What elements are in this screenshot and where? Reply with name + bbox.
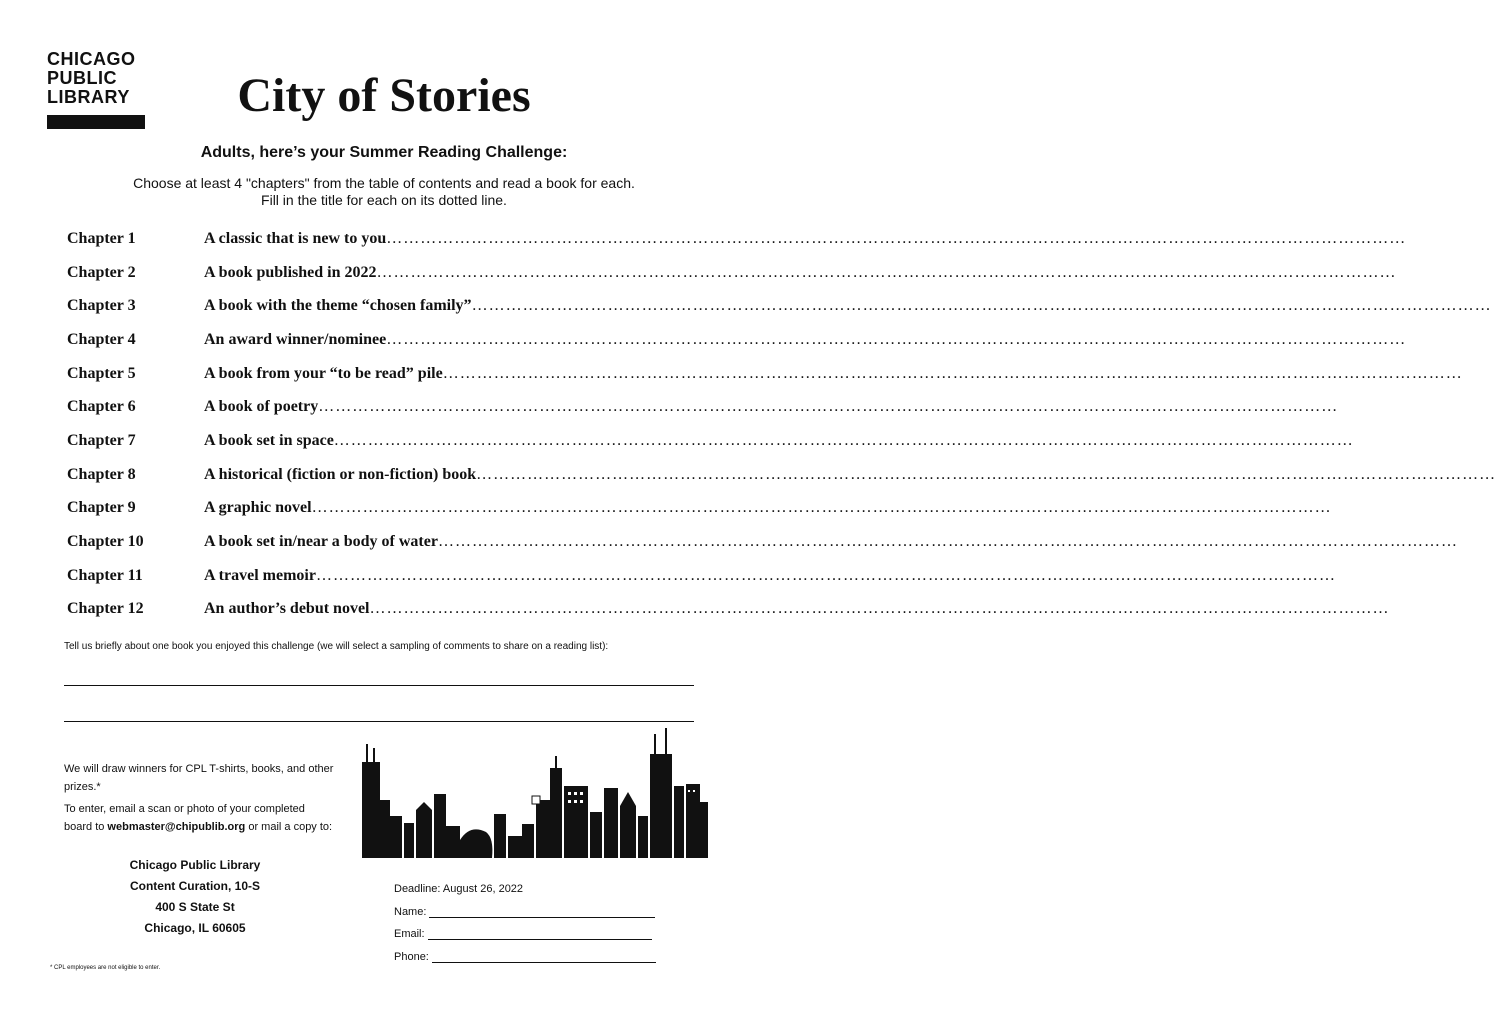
address-line: Content Curation, 10-S	[129, 879, 260, 893]
chapter-row	[67, 222, 1407, 256]
chapter-topic: A book from your “to be read” pile	[204, 364, 443, 382]
chapter-topic: A classic that is new to you	[204, 229, 387, 247]
chapter-row	[67, 289, 1492, 323]
title-entry-dotted-line[interactable]: ………………………………………………………………………………………………………………………………………………………………	[437, 533, 1458, 551]
chapter-label: Chapter 6	[67, 398, 136, 416]
comment-prompt: Tell us briefly about one book you enjoyed this challenge (we will select a sampling of comments to share on a reading list):	[64, 641, 609, 652]
title-entry-dotted-line[interactable]: ………………………………………………………………………………………………………………………………………………………………	[386, 330, 1407, 348]
chapter-row	[67, 593, 1390, 627]
title-entry-dotted-line[interactable]: ………………………………………………………………………………………………………………………………………………………………	[311, 499, 1332, 517]
chapter-topic: A book with the theme “chosen family”	[204, 297, 472, 315]
instructions	[0, 175, 768, 209]
phone-row	[394, 946, 656, 969]
title-entry-dotted-line[interactable]: ………………………………………………………………………………………………………………………………………………………………	[442, 364, 1463, 382]
phone-field[interactable]	[432, 951, 656, 963]
chapter-label: Chapter 2	[67, 263, 136, 281]
chapter-topic: A historical (fiction or non-fiction) book	[204, 465, 477, 483]
chapter-topic: A book set in/near a body of water	[204, 533, 438, 551]
chapter-topic: A book set in space	[204, 431, 334, 449]
chapter-label: Chapter 8	[67, 465, 136, 483]
logo-line: LIBRARY	[47, 87, 130, 107]
address-line: Chicago Public Library	[129, 858, 261, 872]
chapter-row	[67, 256, 1397, 290]
chapter-label: Chapter 3	[67, 297, 136, 315]
chapter-row	[67, 424, 1354, 458]
entry-form	[394, 878, 656, 968]
address-line: 400 S State St	[155, 900, 235, 914]
chapter-topic: A book of poetry	[204, 398, 319, 416]
chapter-label: Chapter 9	[67, 499, 136, 517]
chapter-label: Chapter 10	[67, 533, 144, 551]
title-entry-dotted-line[interactable]: ………………………………………………………………………………………………………………………………………………………………	[369, 600, 1390, 618]
phone-label: Phone:	[394, 950, 429, 963]
prize-draw-text: We will draw winners for CPL T-shirts, books, and other prizes.*	[64, 763, 334, 793]
eligibility-disclaimer: * CPL employees are not eligible to enter.	[50, 965, 161, 971]
email-label: Email:	[394, 928, 425, 941]
title-entry-dotted-line[interactable]: ………………………………………………………………………………………………………………………………………………………………	[471, 297, 1492, 315]
title-entry-dotted-line[interactable]: ………………………………………………………………………………………………………………………………………………………………	[476, 465, 1496, 483]
chapter-label: Chapter 7	[67, 431, 136, 449]
comment-line[interactable]	[64, 721, 694, 722]
chapter-list	[67, 222, 1496, 626]
chapter-topic: A travel memoir	[204, 566, 316, 584]
comment-line[interactable]	[64, 685, 694, 686]
page-title: City of Stories	[237, 69, 531, 122]
title-entry-dotted-line[interactable]: ………………………………………………………………………………………………………………………………………………………………	[333, 431, 1354, 449]
logo-line: CHICAGO	[47, 49, 136, 69]
deadline-text: Deadline: August 26, 2022	[394, 883, 524, 896]
chapter-topic: An author’s debut novel	[204, 600, 370, 618]
chapter-topic: A graphic novel	[204, 499, 312, 517]
chapter-row	[67, 357, 1463, 391]
prize-enter-text	[64, 800, 334, 836]
chapter-row	[67, 390, 1339, 424]
title-entry-dotted-line[interactable]: ………………………………………………………………………………………………………………………………………………………………	[315, 566, 1336, 584]
mailing-address	[100, 855, 290, 939]
chapter-row	[67, 525, 1458, 559]
chapter-row	[67, 559, 1336, 593]
chapter-label: Chapter 4	[67, 330, 136, 348]
page-subtitle: Adults, here’s your Summer Reading Challenge:	[200, 144, 568, 161]
address-line: Chicago, IL 60605	[144, 921, 246, 935]
chapter-row	[67, 323, 1407, 357]
chapter-label: Chapter 5	[67, 364, 136, 382]
chapter-label: Chapter 11	[67, 566, 143, 584]
enter-text: To enter, email a scan or photo of your completed board to	[64, 803, 305, 833]
prize-info	[64, 760, 334, 840]
deadline-row	[394, 878, 656, 901]
chapter-row	[67, 492, 1332, 526]
name-row	[394, 901, 656, 924]
name-field[interactable]	[429, 906, 655, 918]
title-entry-dotted-line[interactable]: ………………………………………………………………………………………………………………………………………………………………	[318, 398, 1339, 416]
title-entry-dotted-line[interactable]: ………………………………………………………………………………………………………………………………………………………………	[386, 229, 1407, 247]
chapter-topic: A book published in 2022	[204, 263, 377, 281]
chapter-label: Chapter 12	[67, 600, 144, 618]
instruction-line: Choose at least 4 "chapters" from the table of contents and read a book for each.	[133, 175, 635, 191]
chicago-skyline-illustration	[360, 728, 710, 858]
enter-text: or mail a copy to:	[245, 821, 333, 833]
title-entry-dotted-line[interactable]: ………………………………………………………………………………………………………………………………………………………………	[376, 263, 1397, 281]
chapter-row	[67, 458, 1496, 492]
email-row	[394, 923, 656, 946]
name-label: Name:	[394, 905, 427, 918]
contact-email[interactable]: webmaster@chipublib.org	[107, 821, 246, 833]
chapter-label: Chapter 1	[67, 229, 136, 247]
chapter-topic: An award winner/nominee	[204, 330, 387, 348]
instruction-line: Fill in the title for each on its dotted line.	[261, 192, 507, 208]
logo-line: PUBLIC	[47, 68, 117, 88]
email-field[interactable]	[428, 928, 652, 940]
